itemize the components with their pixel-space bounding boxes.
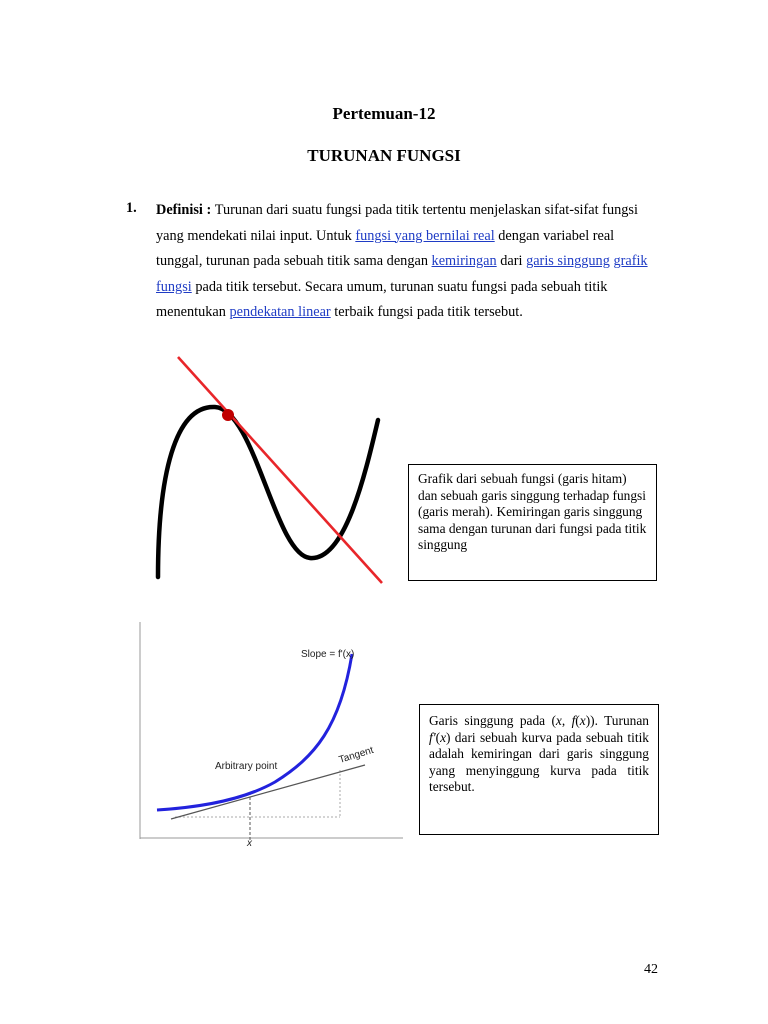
arbitrary-point-label: Arbitrary point [215, 761, 278, 772]
meeting-title: Pertemuan-12 [332, 104, 436, 123]
figure2-caption-part: ( [575, 713, 580, 728]
definition-label: Definisi [156, 202, 203, 218]
x-axis-label: x [247, 838, 252, 849]
definition-text: dari [496, 253, 527, 269]
figure2-caption-part: f [571, 713, 576, 728]
figure1-caption-box [408, 464, 657, 581]
definition-link[interactable]: garis singgung [526, 253, 610, 269]
definition-text: pada titik tersebut. Secara umum, turunan suatu fungsi pada sebuah titik menentukan [156, 278, 608, 320]
exponential-curve [157, 654, 352, 810]
figure2-caption-part: ) dari sebuah kurva pada sebuah titik adalah kemiringan dari garis singgung yang menyinggung kurva pada titik tersebut. [429, 729, 649, 794]
definition-text: terbaik fungsi pada titik tersebut. [330, 304, 523, 320]
section-number: 1. [126, 200, 137, 216]
definition-link[interactable]: fungsi yang bernilai real [355, 227, 495, 244]
definition-body [156, 202, 648, 320]
figure2-caption-part: )). Turunan [585, 713, 649, 728]
definition-paragraph [156, 198, 656, 326]
definition-text: dengan variabel real tunggal, turunan pada sebuah titik sama dengan [156, 227, 615, 269]
figure2-caption-part: f' [429, 729, 436, 745]
definition-link[interactable]: pendekatan linear [229, 304, 331, 320]
figure2-caption-part: Garis singgung pada ( [429, 713, 556, 728]
figure2-caption-part: x [579, 713, 586, 728]
figure2-caption-box [419, 704, 659, 835]
figure-cubic-tangent [150, 355, 390, 595]
page-number: 42 [644, 962, 658, 977]
figure2-caption-part: , [561, 713, 572, 728]
definition-colon: : [202, 202, 215, 218]
figure2-caption-part: x [555, 713, 562, 728]
tangent-line [171, 765, 365, 819]
definition-link[interactable]: kemiringan [431, 253, 497, 269]
cubic-curve [158, 407, 378, 577]
definition-link[interactable]: grafik fungsi [156, 253, 648, 295]
figure2-caption [429, 713, 649, 796]
figure2-caption-part: ( [435, 729, 441, 745]
figure-slope-tangent [135, 617, 405, 847]
figure2-caption-part: x [440, 729, 447, 745]
tangent-line-red [178, 357, 382, 583]
topic-title: TURUNAN FUNGSI [307, 146, 461, 165]
definition-text: Turunan dari suatu fungsi pada titik tertentu menjelaskan sifat-sifat fungsi yang mendekati nilai input. Untuk [156, 202, 638, 244]
tangent-label: Tangent [337, 744, 375, 766]
slope-label: Slope = f'(x) [301, 649, 355, 660]
figure1-caption: Grafik dari sebuah fungsi (garis hitam) dan sebuah garis singgung terhadap fungsi (garis merah). Kemiringan garis singgung sama dengan turunan dari fungsi pada titik singgung [418, 471, 647, 552]
tangent-point [222, 409, 234, 421]
